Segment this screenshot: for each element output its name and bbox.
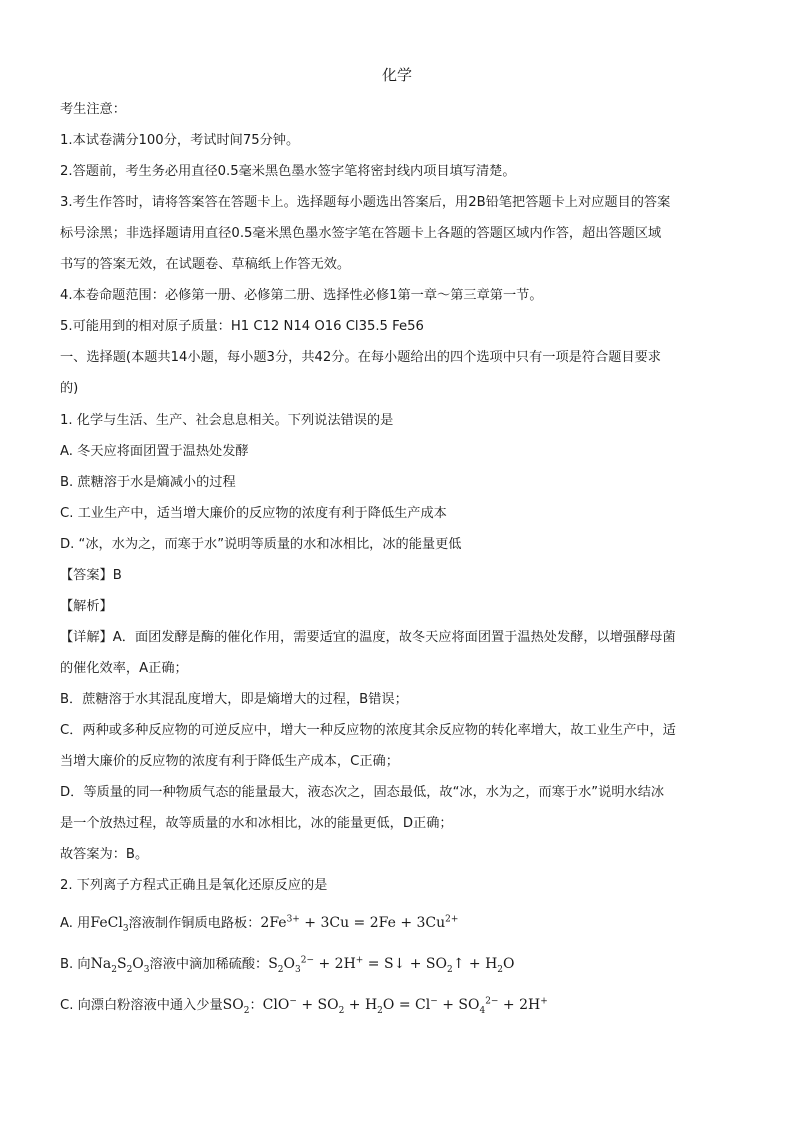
- page-title: 化学: [381, 66, 412, 84]
- q2-a-prefix: A. 用: [60, 916, 91, 931]
- section-heading-line-2: 的): [60, 381, 79, 396]
- q1-answer: [60, 566, 740, 586]
- q1-exp-c-line-2: 当增大廉价的反应物的浓度有利于降低生产成本，C正确；: [60, 754, 399, 769]
- notice-4: 4.本卷命题范围：必修第一册、必修第二册、选择性必修1第一章～第三章第一节。: [60, 288, 543, 303]
- q2-c-middle: ：: [249, 998, 263, 1013]
- q1-exp-b: B．蔗糖溶于水其混乱度增大，即是熵增大的过程，B错误；: [60, 692, 408, 707]
- q1-option-c: C. 工业生产中，适当增大廉价的反应物的浓度有利于降低生产成本: [60, 506, 447, 521]
- q2-stem: 2. 下列离子方程式正确且是氧化还原反应的是: [60, 878, 328, 893]
- q1-exp-d-line-1: D．等质量的同一种物质气态的能量最大，液态次之，固态最低，故“冰，水为之，而寒于水”说明水结冰: [60, 785, 665, 800]
- q1-option-b: B. 蔗糖溶于水是熵减小的过程: [60, 475, 236, 490]
- q2-option-a: [60, 913, 740, 934]
- q1-exp-a-line-2: 的催化效率，A正确；: [60, 661, 188, 676]
- notice-3-line-1: 3.考生作答时，请将答案答在答题卡上。选择题每小题选出答案后，用2B铅笔把答题卡上对应题目的答案: [60, 195, 671, 210]
- q1-exp-d-line-2: 是一个放热过程，故等质量的水和冰相比，冰的能量更低，D正确；: [60, 816, 453, 831]
- q1-analysis-tag: 【解析】: [60, 599, 113, 614]
- answer-tag: 【答案】: [60, 568, 113, 583]
- q2-option-c: [60, 995, 740, 1016]
- notice-1: 1.本试卷满分100分，考试时间75分钟。: [60, 133, 300, 148]
- q2-a-middle: 溶液制作铜质电路板：: [128, 916, 261, 931]
- formula-so2: $SO_2$: [222, 997, 250, 1016]
- formula-na2s2o3: $Na_2S_2O_3$: [90, 956, 150, 975]
- exp-a-text: A．面团发酵是酶的催化作用，需要适宜的温度，故冬天应将面团置于温热处发酵，以增强酵母菌: [112, 630, 676, 645]
- q1-option-d: D. “冰，水为之，而寒于水”说明等质量的水和冰相比，冰的能量更低: [60, 537, 462, 552]
- notice-3-line-2: 标号涂黑；非选择题请用直径0.5毫米黑色墨水签字笔在答题卡上各题的答题区域内作答，超出答题区域: [60, 226, 662, 241]
- q1-conclusion: 故答案为：B。: [60, 847, 149, 862]
- notice-5: 5.可能用到的相对原子质量：H1 C12 N14 O16 Cl35.5 Fe56: [60, 319, 424, 334]
- notice-heading: 考生注意：: [60, 102, 126, 117]
- detail-tag: 【详解】: [60, 630, 113, 645]
- q2-option-b: [60, 954, 740, 975]
- q1-stem: 1. 化学与生活、生产、社会息息相关。下列说法错误的是: [60, 413, 394, 428]
- q2-b-prefix: B. 向: [60, 957, 91, 972]
- q1-exp-c-line-1: C．两种或多种反应物的可逆反应中，增大一种反应物的浓度其余反应物的转化率增大，故工业生产中，适: [60, 723, 676, 738]
- formula-fecl3: FeCl$_3$: [90, 915, 129, 934]
- answer-value: B: [112, 568, 122, 583]
- q2-c-prefix: C. 向漂白粉溶液中通入少量: [60, 998, 223, 1013]
- section-heading-line-1: 一、选择题(本题共14小题，每小题3分，共42分。在每小题给出的四个选项中只有一项是符合题目要求: [60, 350, 661, 365]
- q1-option-a: A. 冬天应将面团置于温热处发酵: [60, 444, 249, 459]
- q1-exp-a-line-1: [60, 628, 740, 648]
- notice-3-line-3: 书写的答案无效，在试题卷、草稿纸上作答无效。: [60, 257, 351, 272]
- equation-c: $ClO^- + SO_2 + H_2O = Cl^- + SO_4^{2-} + 2H^+$: [262, 996, 548, 1016]
- equation-b: $S_2O_3^{2-} + 2H^+$ = S↓ + $SO_2↑ + H_2O$: [268, 955, 515, 975]
- notice-2: 2.答题前，考生务必用直径0.5毫米黑色墨水签字笔将密封线内项目填写清楚。: [60, 164, 516, 179]
- equation-a: $2Fe^{3+} + 3Cu = 2Fe + 3Cu^{2+}$: [260, 914, 459, 931]
- q2-b-middle: 溶液中滴加稀硫酸：: [149, 957, 269, 972]
